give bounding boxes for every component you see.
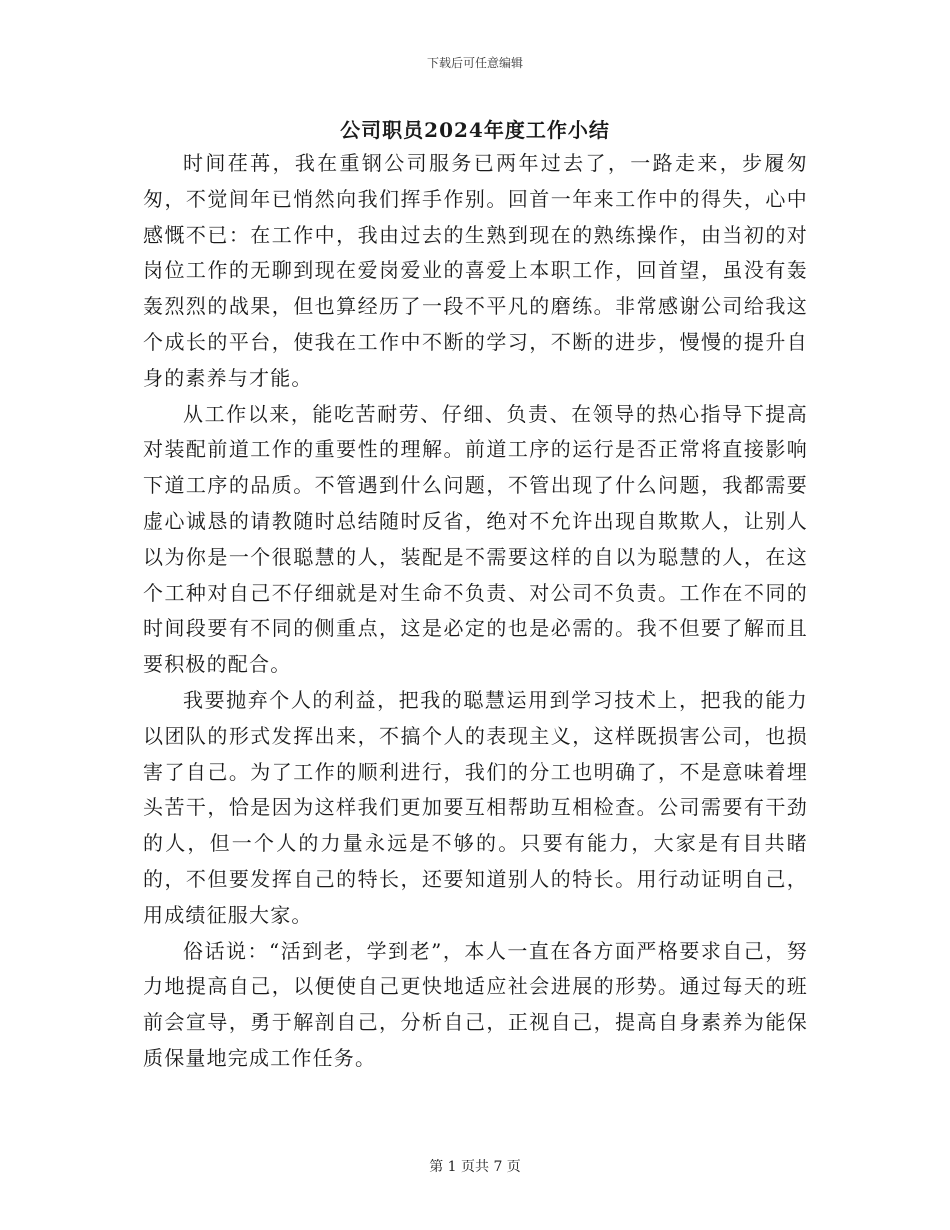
header-note: 下载后可任意编辑 — [426, 56, 523, 70]
paragraph-1: 时间荏苒，我在重钢公司服务已两年过去了，一路走来，步履匆匆，不觉间年已悄然向我们挥手作别。回首一年来工作中的得失，心中感慨不已：在工作中，我由过去的生熟到现在的熟练操作，由当初的对岗位工作的无聊到现在爱岗爱业的喜爱上本职工作，回首望，虽没有轰轰烈烈的战果，但也算经历了一段不平凡的磨练。非常感谢公司给我这个成长的平台，使我在工作中不断的学习，不断的进步，慢慢的提升自身的素养与才能。 — [143, 151, 808, 390]
page-number: 第 1 页共 7 页 — [429, 1159, 521, 1175]
paragraph-2: 从工作以来，能吃苦耐劳、仔细、负责、在领导的热心指导下提高对装配前道工作的重要性的理解。前道工序的运行是否正常将直接影响下道工序的品质。不管遇到什么问题，不管出现了什么问题，我都需要虚心诚恳的请教随时总结随时反省，绝对不允许出现自欺欺人，让别人以为你是一个很聪慧的人，装配是不需要这样的自以为聪慧的人，在这个工种对自己不仔细就是对生命不负责、对公司不负责。工作在不同的时间段要有不同的侧重点，这是必定的也是必需的。我不但要了解而且要积极的配合。 — [143, 401, 808, 677]
paragraph-3: 我要抛弃个人的利益，把我的聪慧运用到学习技术上，把我的能力以团队的形式发挥出来，不搞个人的表现主义，这样既损害公司，也损害了自己。为了工作的顺利进行，我们的分工也明确了，不是意味着埋头苦干，恰是因为这样我们更加要互相帮助互相检查。公司需要有干劲的人，但一个人的力量永远是不够的。只要有能力，大家是有目共睹的，不但要发挥自己的特长，还要知道别人的特长。用行动证明自己，用成绩征服大家。 — [143, 687, 808, 927]
paragraph-4: 俗话说：“活到老，学到老”，本人一直在各方面严格要求自己，努力地提高自己，以便使自己更快地适应社会进展的形势。通过每天的班前会宣导，勇于解剖自己，分析自己，正视自己，提高自身素养为能保质保量地完成工作任务。 — [143, 938, 808, 1070]
document-title: 公司职员2024年度工作小结 — [340, 118, 610, 142]
document-body — [143, 146, 808, 1077]
